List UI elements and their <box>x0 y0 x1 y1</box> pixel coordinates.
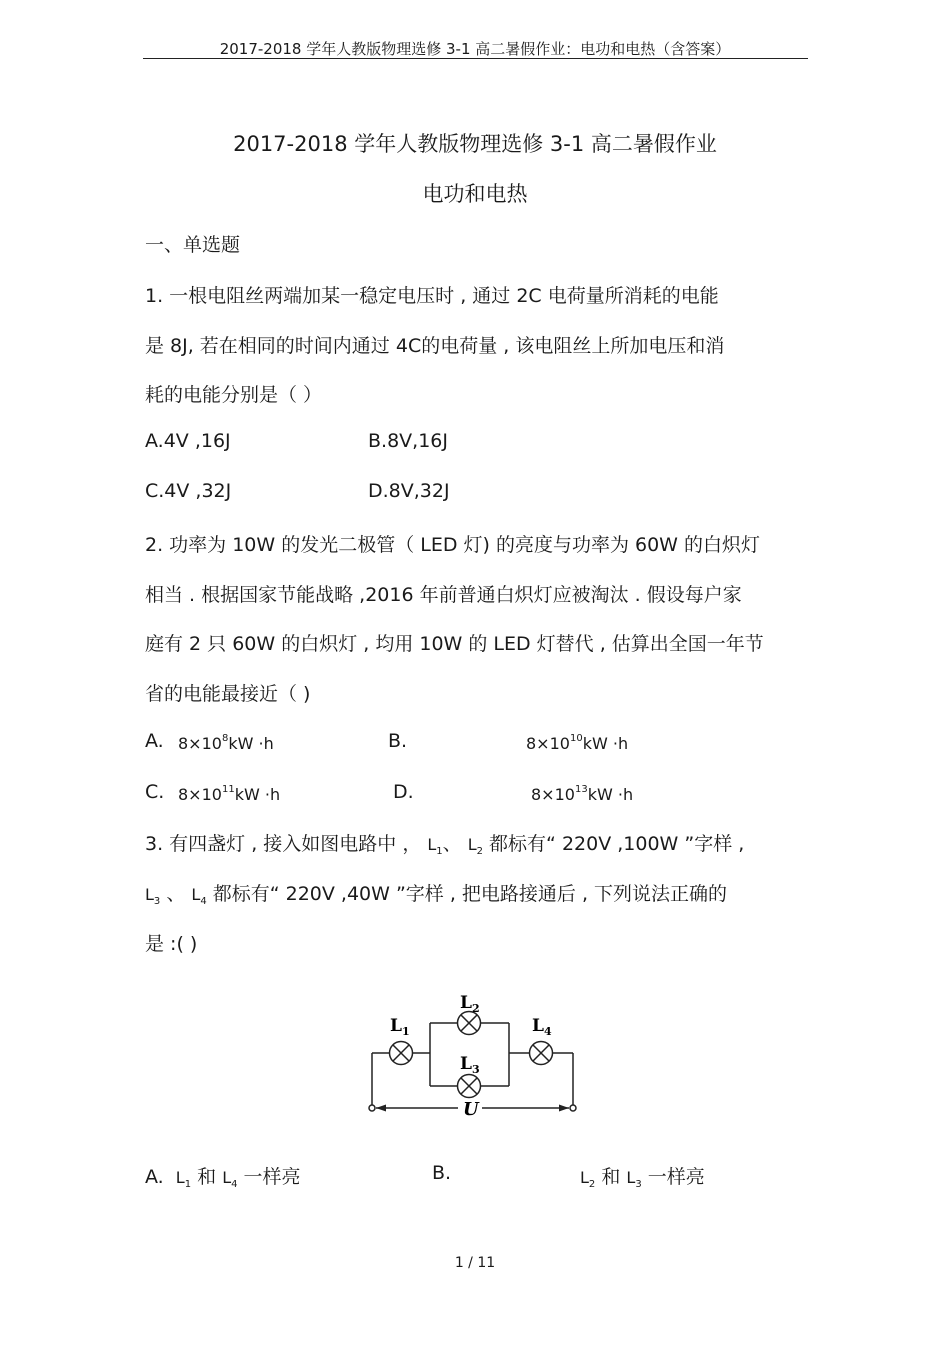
q1-option-b: B.8V,16J <box>368 430 448 452</box>
page-number: 1 / 11 <box>454 1255 496 1271</box>
q1-line-3: 耗的电能分别是（ ） <box>145 384 323 406</box>
q1-option-d: D.8V,32J <box>368 480 450 502</box>
q2-option-d-value: $8\times 10^{13}kW \cdot h$ <box>531 784 634 804</box>
header-divider <box>143 58 808 59</box>
lamp-l1-symbol <box>390 1042 413 1065</box>
q2-option-c-value: $8\times 10^{11}kW \cdot h$ <box>178 784 281 804</box>
q3-option-b-value: $L_2$ 和 $L_3$ 一样亮 <box>580 1166 705 1190</box>
q3-line-1: 3. 有四盏灯 , 接入如图电路中 ， $L_1$、 $L_2$ 都标有“ 220V ,100W ”字样 , <box>145 833 745 857</box>
q2-line-4: 省的电能最接近（ ) <box>145 683 311 705</box>
q2-line-3: 庭有 2 只 60W 的白炽灯 , 均用 10W 的 LED 灯替代 , 估算出全国一年节 <box>145 633 764 655</box>
label-voltage: U <box>463 1099 479 1120</box>
lamp-l4-symbol <box>530 1042 553 1065</box>
lamp-l3-symbol <box>458 1075 481 1098</box>
q2-option-c-label: C. <box>145 781 165 803</box>
q2-line-1: 2. 功率为 10W 的发光二极管（ LED 灯) 的亮度与功率为 60W 的白炽灯 <box>145 534 761 556</box>
q3-option-a: A. $L_1$ 和 $L_4$ 一样亮 <box>145 1166 301 1190</box>
q2-option-a-value: $8\times 10^8kW \cdot h$ <box>178 733 274 753</box>
label-l1: $L_1$ <box>390 1016 410 1038</box>
section-heading: 一、单选题 <box>145 234 241 256</box>
q3-line-3: 是 :( ) <box>145 933 198 955</box>
q3-line-2: $L_3$ 、 $L_4$ 都标有“ 220V ,40W ”字样 , 把电路接通后 , 下列说法正确的 <box>145 883 728 907</box>
label-l2: $L_2$ <box>460 993 480 1015</box>
q2-option-b-label: B. <box>388 730 408 752</box>
circuit-diagram <box>360 990 590 1125</box>
q2-option-b-value: $8\times 10^{10}kW \cdot h$ <box>526 733 629 753</box>
q1-option-c: C.4V ,32J <box>145 480 232 502</box>
q3-option-b-label: B. <box>432 1162 452 1184</box>
q1-line-1: 1. 一根电阻丝两端加某一稳定电压时 , 通过 2C 电荷量所消耗的电能 <box>145 285 719 307</box>
q1-option-a: A.4V ,16J <box>145 430 231 452</box>
q2-option-a-label: A. <box>145 730 164 752</box>
q2-line-2: 相当 . 根据国家节能战略 ,2016 年前普通白炽灯应被淘汰 . 假设每户家 <box>145 584 742 606</box>
label-l3: $L_3$ <box>460 1054 480 1076</box>
q1-line-2: 是 8J, 若在相同的时间内通过 4C的电荷量 , 该电阻丝上所加电压和消 <box>145 335 725 357</box>
document-subtitle: 电功和电热 <box>422 182 528 206</box>
running-header: 2017-2018 学年人教版物理选修 3-1 高二暑假作业：电功和电热（含答案） <box>219 40 731 58</box>
q2-option-d-label: D. <box>393 781 414 803</box>
document-title: 2017-2018 学年人教版物理选修 3-1 高二暑假作业 <box>233 132 717 156</box>
label-l4: $L_4$ <box>532 1016 552 1038</box>
